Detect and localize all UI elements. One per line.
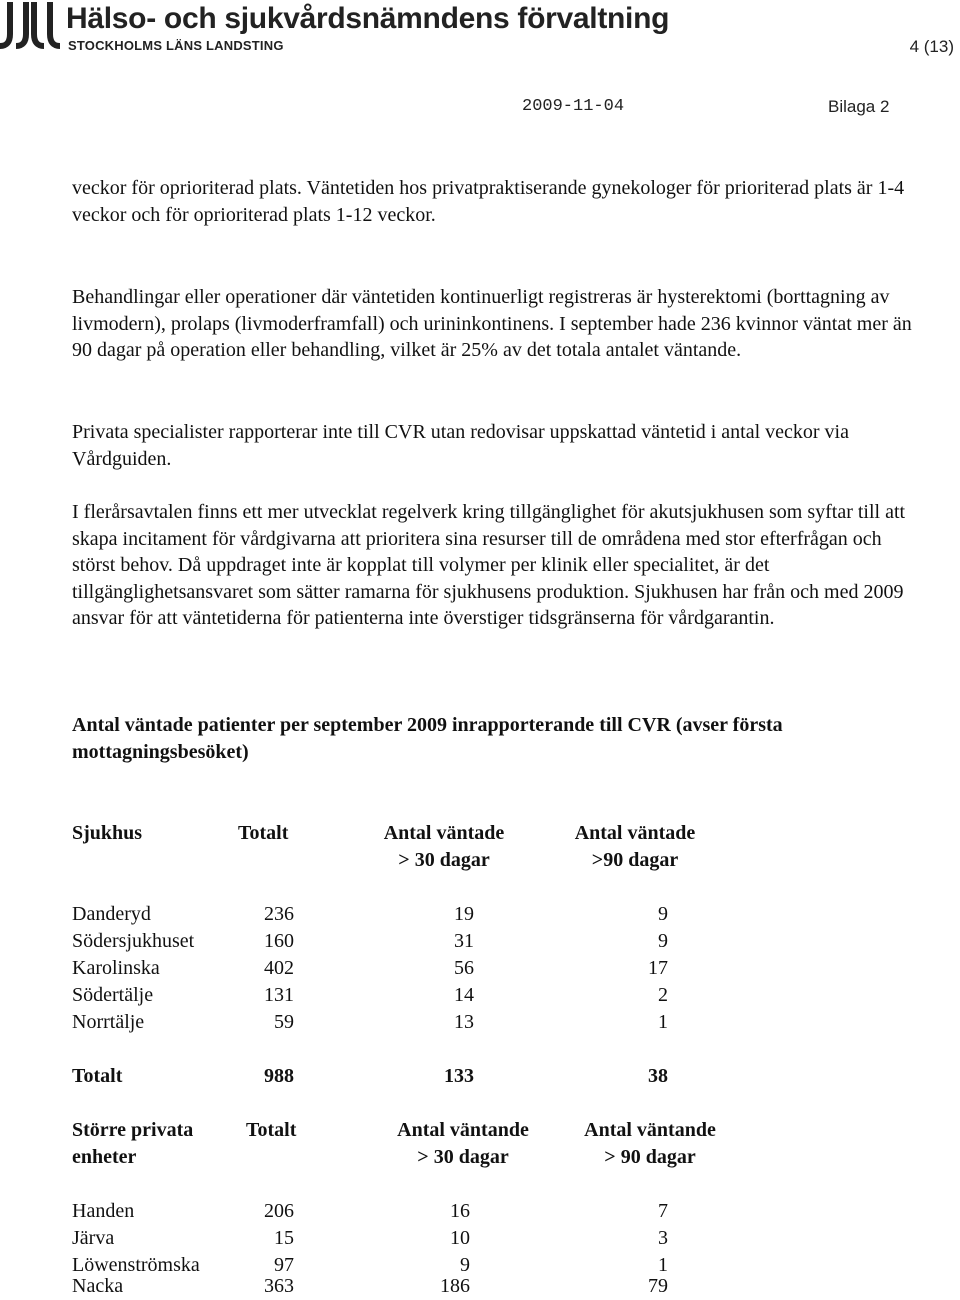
over30-value: 14 <box>454 984 474 1006</box>
over90-value: 2 <box>658 984 668 1006</box>
paragraph-agreements: I flerårsavtalen finns ett mer utvecklat regelverk kring tillgänglighet för akutsjukhusen som syftar till att skapa incitament för vårdgivarna att prioritera sina resurser till de områdena med stor efterfrågan och störst behov. Då uppdraget inte är kopplat till volymer per klinik eller specialitet, är det tillgänglighetsansvaret som sätter ramarna för sjukhusens produktion. Sjukhusen har från och med 2009 ansvar för att väntetiderna för patienterna inte överstiger tidsgränserna för vårdgarantin. <box>72 501 906 630</box>
over90-value: 1 <box>658 1254 668 1276</box>
over90-value: 9 <box>658 903 668 925</box>
hospital-name: Södertälje <box>72 984 154 1006</box>
over30-value: 13 <box>454 1011 474 1033</box>
appendix-label: Bilaga 2 <box>828 97 890 116</box>
over30-value: 19 <box>454 903 474 925</box>
total-value: 206 <box>264 1200 294 1222</box>
total-value: 97 <box>274 1254 294 1276</box>
over30-value: 16 <box>450 1200 470 1222</box>
total-value: 59 <box>274 1011 294 1033</box>
paragraph-treatments: Behandlingar eller operationer där väntetiden kontinuerligt registreras är hysterektomi (borttagning av livmodern), prolaps (livmoderframfall) och urininkontinens. I september hade 236 kvinnor väntat mer än 90 dagar på operation eller behandling, vilket är 25% av det totala antalet väntande. <box>72 286 912 362</box>
over90-value: 79 <box>648 1275 668 1297</box>
col-header-over30-sub: > 30 dagar <box>417 1146 509 1168</box>
over90-value: 1 <box>658 1011 668 1033</box>
landsting-logo <box>0 0 60 52</box>
col-header-total: Totalt <box>246 1119 297 1141</box>
over90-value: 9 <box>658 930 668 952</box>
col-header-unit-sub: enheter <box>72 1146 137 1168</box>
col-header-over90: Antal väntande <box>584 1119 716 1141</box>
unit-name: Nacka <box>72 1275 124 1297</box>
total-value: 15 <box>274 1227 294 1249</box>
col-header-total: Totalt <box>238 822 289 844</box>
hospital-name: Karolinska <box>72 957 160 979</box>
document-date: 2009-11-04 <box>522 97 625 116</box>
over30-value: 10 <box>450 1227 470 1249</box>
col-header-over30-sub: > 30 dagar <box>398 849 490 871</box>
unit-name: Järva <box>72 1227 115 1249</box>
hospital-name: Norrtälje <box>72 1011 145 1033</box>
total-label: Totalt <box>72 1065 123 1087</box>
over30-value: 133 <box>444 1065 474 1087</box>
hospital-name: Danderyd <box>72 903 151 925</box>
over90-value: 38 <box>648 1065 668 1087</box>
over90-value: 7 <box>658 1200 668 1222</box>
paragraph-waiting-times: veckor för oprioriterad plats. Väntetiden hos privatpraktiserande gynekologer för prioriterad plats är 1-4 veckor och för oprioriterad plats 1-12 veckor. <box>72 177 905 226</box>
hospital-name: Södersjukhuset <box>72 930 195 952</box>
paragraph-private-specialists: Privata specialister rapporterar inte till CVR utan redovisar uppskattad väntetid i antal veckor via Vårdguiden. <box>72 421 849 470</box>
over30-value: 186 <box>440 1275 470 1297</box>
total-value: 131 <box>264 984 294 1006</box>
over90-value: 3 <box>658 1227 668 1249</box>
org-subtitle: STOCKHOLMS LÄNS LANDSTING <box>68 38 284 53</box>
total-value: 402 <box>264 957 294 979</box>
col-header-over90: Antal väntade <box>574 822 696 844</box>
unit-name: Handen <box>72 1200 135 1222</box>
total-value: 363 <box>264 1275 294 1297</box>
over30-value: 9 <box>460 1254 470 1276</box>
over90-value: 17 <box>648 957 668 979</box>
col-header-unit: Större privata <box>72 1119 194 1141</box>
org-name: Hälso- och sjukvårdsnämndens förvaltning <box>66 2 670 35</box>
page-number: 4 (13) <box>909 37 954 56</box>
col-header-hospital: Sjukhus <box>72 822 143 844</box>
total-value: 160 <box>264 930 294 952</box>
table-heading: Antal väntade patienter per september 2009 inrapporterande till CVR (avser första mottagningsbesöket) <box>72 714 783 763</box>
col-header-over30: Antal väntade <box>383 822 505 844</box>
over30-value: 56 <box>454 957 474 979</box>
unit-name: Löwenströmska <box>72 1254 200 1276</box>
total-value: 236 <box>264 903 294 925</box>
col-header-over90-sub: > 90 dagar <box>604 1146 696 1168</box>
total-value: 988 <box>264 1065 294 1087</box>
over30-value: 31 <box>454 930 474 952</box>
col-header-over30: Antal väntande <box>397 1119 529 1141</box>
col-header-over90-sub: >90 dagar <box>591 849 679 871</box>
